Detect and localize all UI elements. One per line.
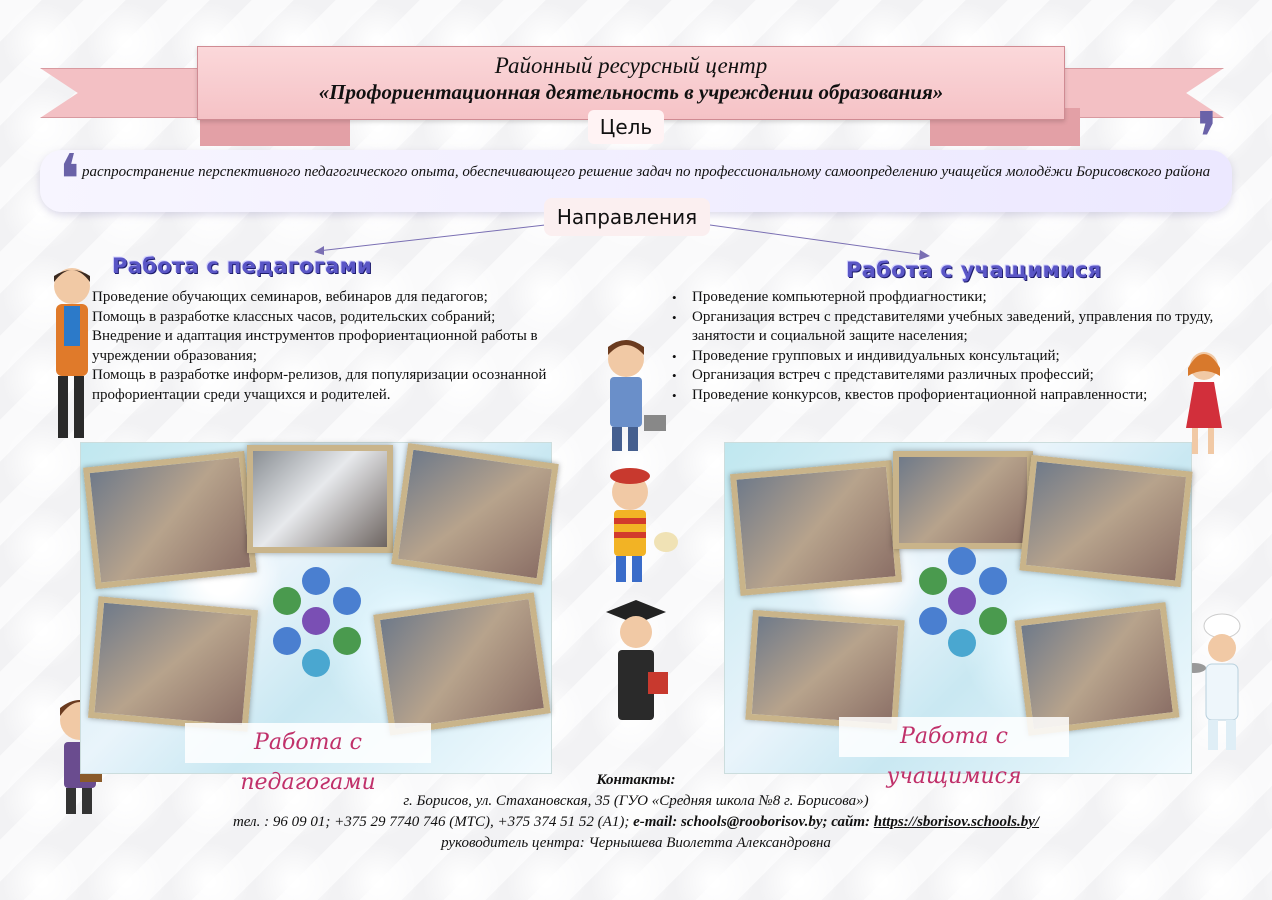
list-item: • Проведение конкурсов, квестов профориентационной направленности; [672, 386, 1220, 406]
students-list [672, 288, 1220, 405]
teacher-man-illustration [36, 262, 106, 444]
ribbon-tail-left [40, 68, 212, 118]
list-item: • Организация встреч с представителями различных профессий; [672, 366, 1220, 386]
title-banner [197, 46, 1065, 120]
photo [730, 460, 902, 596]
contacts-email: e-mail: schools@rooborisov.by; сайт: [633, 814, 874, 830]
photo [1014, 602, 1179, 736]
list-item: • Проведение компьютерной профдиагностики; [672, 288, 1220, 308]
photo [83, 451, 257, 589]
photo [247, 445, 393, 553]
list-item: • Проведение групповых и индивидуальных консультаций; [672, 347, 1220, 367]
graduate-illustration [596, 598, 676, 732]
quote-open-icon: ❛ [58, 139, 81, 221]
chef-illustration [1182, 612, 1252, 754]
boy-with-briefcase-illustration [588, 335, 674, 455]
teachers-photo-collage [80, 442, 552, 795]
photo [88, 596, 258, 731]
students-collage-caption: Работа с учащимися [839, 717, 1069, 757]
goal-label: Цель [588, 110, 664, 144]
photo [391, 443, 558, 585]
list-item: • Организация встреч с представителями учебных заведений, управления по труду, занятости и социальной защите населения; [672, 308, 1220, 347]
site-link[interactable]: https://sborisov.schools.by/ [873, 814, 1040, 830]
goal-text: распространение перспективного педагогического опыта, обеспечивающего решение задач по профессиональному самоопределению учащейся молодёжи Борисовского района [82, 164, 1211, 180]
contacts-block [0, 770, 1272, 854]
list-item: Помощь в разработке классных часов, родительских собраний; [92, 308, 496, 325]
photo [745, 610, 904, 730]
photo [1019, 455, 1192, 587]
directions-label: Направления [544, 198, 710, 236]
contacts-head: руководитель центра: Чернышева Виолетта Александровна [441, 835, 831, 851]
list-item: Проведение обучающих семинаров, вебинаров для педагогов; [92, 289, 488, 305]
banner-line2: «Профориентационная деятельность в учреждении образования» [318, 80, 944, 104]
contacts-heading: Контакты: [596, 772, 676, 788]
students-heading: Работа с учащимися [846, 258, 1102, 282]
profession-icons-cluster [917, 547, 1007, 667]
contacts-phones: тел. : 96 09 01; +375 29 7740 746 (МТС), +375 374 51 52 (А1); [232, 814, 634, 830]
photo [373, 592, 550, 735]
teachers-heading: Работа с педагогами [112, 254, 373, 278]
profession-icons-cluster [271, 567, 361, 687]
boy-artist-illustration [586, 462, 680, 588]
quote-close-icon: ❜ [1196, 97, 1219, 179]
teachers-collage-caption: Работа с педагогами [185, 723, 431, 763]
teachers-list [92, 288, 592, 405]
students-photo-collage [724, 442, 1192, 789]
contacts-address: г. Борисов, ул. Стахановская, 35 (ГУО «Средняя школа №8 г. Борисова») [403, 793, 869, 809]
photo [893, 451, 1033, 549]
contacts-phones-line [0, 812, 1272, 833]
list-item: Помощь в разработке информ-релизов, для популяризации осознанной профориентации среди учащихся и родителей. [92, 367, 547, 403]
list-item: Внедрение и адаптация инструментов профориентационной работы в учреждении образования; [92, 328, 538, 364]
banner-line1: Районный ресурсный центр [494, 53, 768, 78]
